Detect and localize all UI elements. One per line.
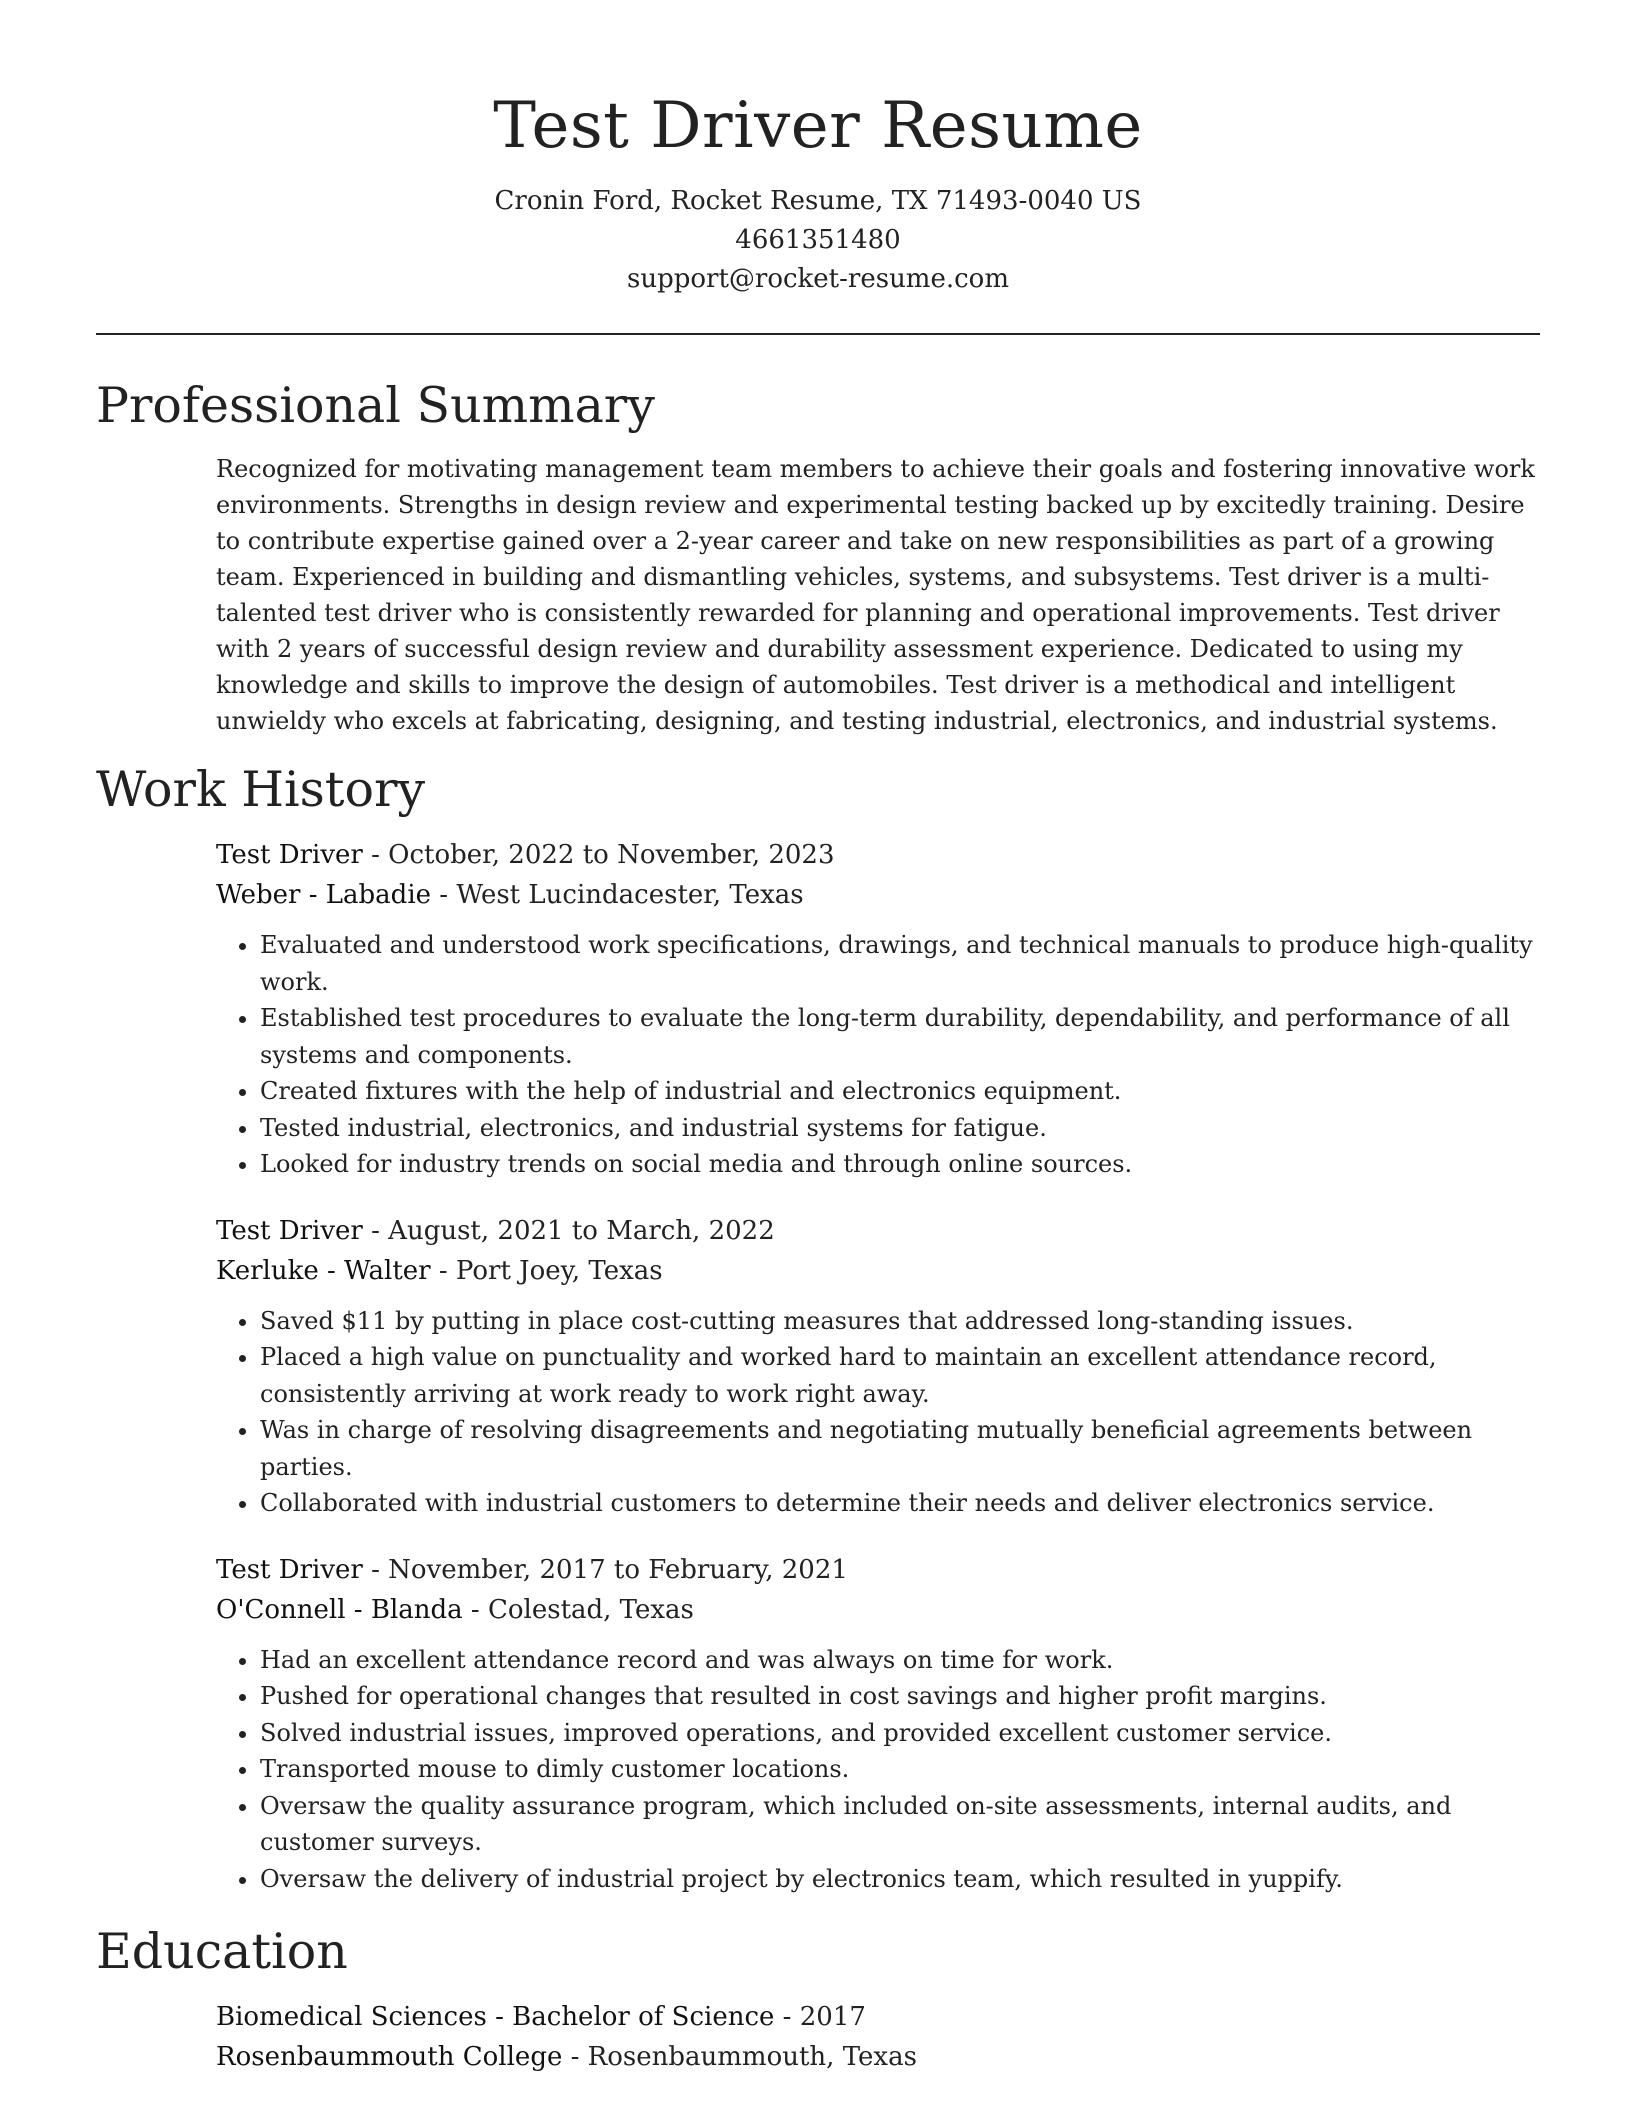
job-entry-2 (216, 1211, 1540, 1522)
contact-email: support@rocket-resume.com (626, 264, 1009, 294)
list-item: • Created fixtures with the help of industrial and electronics equipment. (260, 1073, 1540, 1110)
education-degree: Biomedical Sciences - Bachelor of Science (216, 2002, 775, 2032)
list-item: • Placed a high value on punctuality and worked hard to maintain an excellent attendance record, consistently arriving at work ready to work right away. (260, 1339, 1540, 1412)
job-title-line (216, 1211, 1540, 1251)
job-role: Test Driver (216, 840, 363, 870)
education-school-line (216, 2037, 1540, 2077)
job-entry-3 (216, 1550, 1540, 1898)
job-location: - Port Joey, Texas (430, 1255, 663, 1286)
job-bullet-list (216, 1303, 1540, 1522)
list-item: • Transported mouse to dimly customer locations. (260, 1751, 1540, 1788)
contact-phone: 4661351480 (735, 225, 901, 255)
job-entry-1 (216, 835, 1540, 1183)
job-company-line (216, 1590, 1540, 1630)
job-company-line (216, 1251, 1540, 1291)
job-dates: - August, 2021 to March, 2022 (362, 1215, 775, 1246)
resume-page (96, 0, 1540, 2077)
summary-heading: Professional Summary (96, 377, 655, 434)
job-company-line (216, 875, 1540, 915)
education-school: Rosenbaummouth College (216, 2042, 563, 2072)
job-location: - West Lucindacester, Texas (431, 880, 804, 910)
list-item: • Established test procedures to evaluate the long-term durability, dependability, and performance of all systems and components. (260, 1000, 1540, 1073)
job-dates: - October, 2022 to November, 2023 (362, 840, 835, 870)
job-title-line (216, 835, 1540, 875)
job-dates: - November, 2017 to February, 2021 (362, 1554, 848, 1585)
list-item: • Tested industrial, electronics, and industrial systems for fatigue. (260, 1110, 1540, 1147)
education-entry (216, 1997, 1540, 2077)
list-item: • Evaluated and understood work specifications, drawings, and technical manuals to produce high-quality work. (260, 927, 1540, 1000)
job-location: - Colestad, Texas (462, 1594, 694, 1625)
job-bullet-list (216, 927, 1540, 1183)
job-role: Test Driver (216, 1554, 363, 1585)
job-bullet-list (216, 1642, 1540, 1898)
contact-address: Cronin Ford, Rocket Resume, TX 71493-0040 US (494, 186, 1142, 216)
summary-text: Recognized for motivating management team members to achieve their goals and fostering innovative work environments. Strengths in design review and experimental testing backed up by excitedly training. Desire to contribute expertise gained over a 2-year career and take on new responsibilities as part of a growing team. Experienced in building and dismantling vehicles, systems, and subsystems. Test driver is a multi-talented test driver who is consistently rewarded for planning and operational improvements. Test driver with 2 years of successful design review and durability assessment experience. Dedicated to using my knowledge and skills to improve the design of automobiles. Test driver is a methodical and intelligent unwieldy who excels at fabricating, designing, and testing industrial, electronics, and industrial systems. (216, 455, 1535, 735)
job-title-line (216, 1550, 1540, 1590)
job-company: O'Connell - Blanda (216, 1594, 463, 1625)
list-item: • Saved $11 by putting in place cost-cutting measures that addressed long-standing issues. (260, 1303, 1540, 1340)
job-company: Kerluke - Walter (216, 1255, 431, 1286)
job-company: Weber - Labadie (216, 880, 432, 910)
list-item: • Looked for industry trends on social media and through online sources. (260, 1146, 1540, 1183)
list-item: • Oversaw the delivery of industrial project by electronics team, which resulted in yuppify. (260, 1861, 1540, 1898)
education-year: - 2017 (774, 2002, 866, 2032)
resume-header (96, 0, 1540, 299)
education-degree-line (216, 1997, 1540, 2037)
list-item: • Collaborated with industrial customers to determine their needs and deliver electronics service. (260, 1485, 1540, 1522)
contact-block (96, 182, 1540, 299)
header-divider (96, 333, 1540, 335)
list-item: • Had an excellent attendance record and was always on time for work. (260, 1642, 1540, 1679)
education-heading: Education (96, 1923, 348, 1980)
list-item: • Solved industrial issues, improved operations, and provided excellent customer service. (260, 1715, 1540, 1752)
list-item: • Oversaw the quality assurance program, which included on-site assessments, internal audits, and customer surveys. (260, 1788, 1540, 1861)
list-item: • Pushed for operational changes that resulted in cost savings and higher profit margins. (260, 1678, 1540, 1715)
resume-title: Test Driver Resume (493, 89, 1143, 163)
job-role: Test Driver (216, 1215, 363, 1246)
list-item: • Was in charge of resolving disagreements and negotiating mutually beneficial agreements between parties. (260, 1412, 1540, 1485)
education-location: - Rosenbaummouth, Texas (562, 2042, 917, 2072)
work-history-heading: Work History (96, 761, 426, 818)
